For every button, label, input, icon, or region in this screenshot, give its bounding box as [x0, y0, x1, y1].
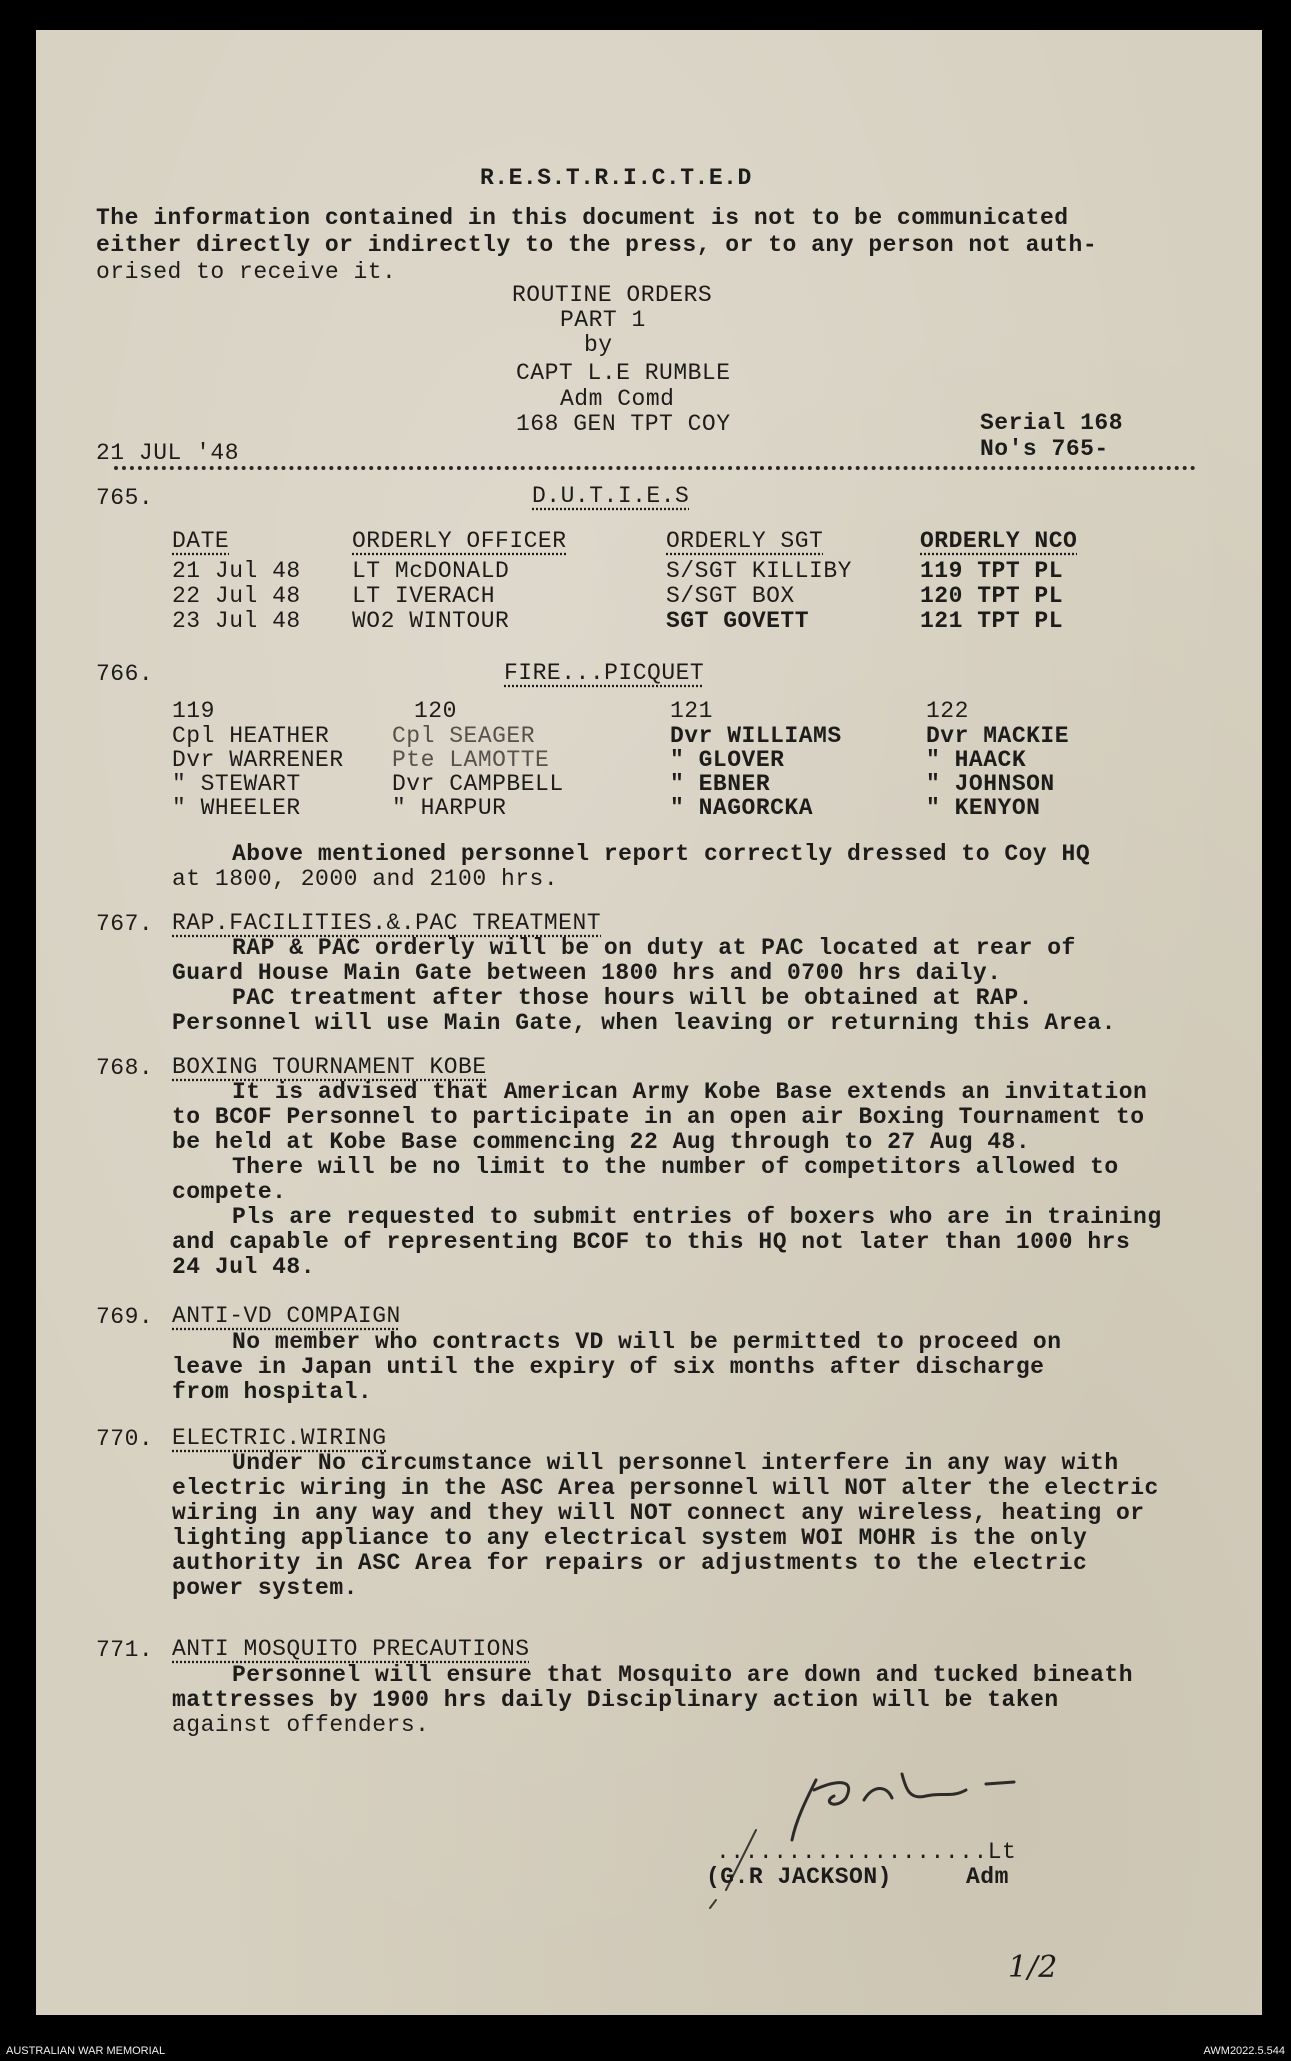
restricted-heading: R.E.S.T.R.I.C.T.E.D: [480, 165, 752, 191]
wiring-line-5: authority in ASC Area for repairs or adjustments to the electric: [172, 1550, 1088, 1576]
duty-row-2-sgt: S/SGT BOX: [666, 583, 795, 609]
notice-line-3: orised to receive it.: [96, 259, 397, 285]
duty-row-1-date: 21 Jul 48: [172, 558, 301, 584]
item-765-heading: D.U.T.I.E.S: [532, 483, 690, 509]
mosquito-line-1: Personnel will ensure that Mosquito are down and tucked bineath: [232, 1662, 1134, 1688]
notice-line-1: The information contained in this document is not to be communicated: [96, 205, 1069, 231]
picquet-121-1: Dvr WILLIAMS: [670, 723, 842, 749]
picquet-note-1: Above mentioned personnel report correctly dressed to Coy HQ: [232, 841, 1091, 867]
mosquito-line-2: mattresses by 1900 hrs daily Disciplinary action will be taken: [172, 1687, 1059, 1713]
item-765-number: 765.: [96, 485, 154, 511]
boxing-line-4: There will be no limit to the number of competitors allowed to: [232, 1154, 1119, 1180]
picquet-120-3: Dvr CAMPBELL: [392, 771, 564, 797]
boxing-line-2: to BCOF Personnel to participate in an open air Boxing Tournament to: [172, 1104, 1145, 1130]
picquet-122-4: " KENYON: [926, 795, 1041, 821]
vd-line-1: No member who contracts VD will be permitted to proceed on: [232, 1329, 1062, 1355]
order-date: 21 JUL '48: [96, 440, 240, 466]
picquet-119-2: Dvr WARRENER: [172, 747, 344, 773]
item-768-number: 768.: [96, 1055, 154, 1081]
signatory-name: (G.R JACKSON): [706, 1864, 892, 1890]
picquet-119-3: " STEWART: [172, 771, 301, 797]
signatory-role: Adm: [966, 1864, 1009, 1890]
item-769-heading: ANTI-VD COMPAIGN: [172, 1303, 401, 1329]
item-767-number: 767.: [96, 911, 154, 937]
picquet-unit-121: 121: [670, 698, 713, 724]
picquet-122-1: Dvr MACKIE: [926, 723, 1070, 749]
item-770-heading: ELECTRIC.WIRING: [172, 1425, 387, 1451]
title-adm-comd: Adm Comd: [560, 386, 675, 412]
archive-footer: [0, 2041, 1291, 2061]
title-routine-orders: ROUTINE ORDERS: [512, 282, 713, 308]
header-divider: [114, 466, 1196, 470]
duties-col-nco: ORDERLY NCO: [920, 528, 1078, 554]
rap-line-4: Personnel will use Main Gate, when leaving or returning this Area.: [172, 1010, 1116, 1036]
picquet-unit-119: 119: [172, 698, 215, 724]
duties-col-sgt: ORDERLY SGT: [666, 528, 824, 554]
notice-line-2: either directly or indirectly to the press, or to any person not auth-: [96, 232, 1098, 258]
duty-row-1-nco: 119 TPT PL: [920, 558, 1064, 584]
item-766-heading: FIRE...PICQUET: [504, 660, 705, 686]
item-770-number: 770.: [96, 1426, 154, 1452]
picquet-120-4: " HARPUR: [392, 795, 507, 821]
picquet-119-4: " WHEELER: [172, 795, 301, 821]
picquet-119-1: Cpl HEATHER: [172, 723, 330, 749]
picquet-120-1: Cpl SEAGER: [392, 723, 536, 749]
title-part: PART 1: [560, 307, 646, 333]
rap-line-3: PAC treatment after those hours will be obtained at RAP.: [232, 985, 1033, 1011]
boxing-line-8: 24 Jul 48.: [172, 1254, 316, 1280]
duty-row-3-date: 23 Jul 48: [172, 608, 301, 634]
boxing-line-1: It is advised that American Army Kobe Base extends an invitation: [232, 1079, 1148, 1105]
wiring-line-4: lighting appliance to any electrical system WOI MOHR is the only: [172, 1525, 1088, 1551]
vd-line-2: leave in Japan until the expiry of six months after discharge: [172, 1354, 1045, 1380]
picquet-121-4: " NAGORCKA: [670, 795, 814, 821]
signature-dots: ...................Lt: [716, 1839, 1017, 1865]
serial-number: Serial 168: [980, 410, 1124, 436]
boxing-line-7: and capable of representing BCOF to this HQ not later than 1000 hrs: [172, 1229, 1131, 1255]
picquet-121-2: " GLOVER: [670, 747, 785, 773]
order-numbers: No's 765-: [980, 436, 1109, 462]
title-company: 168 GEN TPT COY: [516, 411, 731, 437]
item-771-number: 771.: [96, 1637, 154, 1663]
picquet-unit-120: 120: [414, 698, 457, 724]
duty-row-2-officer: LT IVERACH: [352, 583, 496, 609]
title-captain: CAPT L.E RUMBLE: [516, 360, 731, 386]
footer-reference: AWM2022.5.544: [1203, 2045, 1285, 2057]
duty-row-1-sgt: S/SGT KILLIBY: [666, 558, 852, 584]
picquet-122-3: " JOHNSON: [926, 771, 1055, 797]
picquet-121-3: " EBNER: [670, 771, 771, 797]
item-766-number: 766.: [96, 661, 154, 687]
vd-line-3: from hospital.: [172, 1379, 373, 1405]
duty-row-3-sgt: SGT GOVETT: [666, 608, 810, 634]
item-768-heading: BOXING TOURNAMENT KOBE: [172, 1054, 487, 1080]
title-by: by: [584, 332, 613, 358]
item-769-number: 769.: [96, 1304, 154, 1330]
duty-row-1-officer: LT McDONALD: [352, 558, 510, 584]
item-767-heading: RAP.FACILITIES.&.PAC TREATMENT: [172, 910, 602, 936]
duty-row-2-date: 22 Jul 48: [172, 583, 301, 609]
picquet-120-2: Pte LAMOTTE: [392, 747, 550, 773]
rap-line-1: RAP & PAC orderly will be on duty at PAC located at rear of: [232, 935, 1076, 961]
wiring-line-1: Under No circumstance will personnel interfere in any way with: [232, 1450, 1119, 1476]
duty-row-3-nco: 121 TPT PL: [920, 608, 1064, 634]
wiring-line-2: electric wiring in the ASC Area personnel will NOT alter the electric: [172, 1475, 1159, 1501]
picquet-122-2: " HAACK: [926, 747, 1027, 773]
document-page: [36, 30, 1262, 2015]
wiring-line-6: power system.: [172, 1575, 358, 1601]
footer-source: AUSTRALIAN WAR MEMORIAL: [6, 2045, 166, 2057]
duties-col-date: DATE: [172, 528, 230, 554]
boxing-line-3: be held at Kobe Base commencing 22 Aug through to 27 Aug 48.: [172, 1129, 1031, 1155]
boxing-line-6: Pls are requested to submit entries of boxers who are in training: [232, 1204, 1162, 1230]
item-771-heading: ANTI MOSQUITO PRECAUTIONS: [172, 1636, 530, 1662]
handwritten-page-note: 1/2: [1008, 1950, 1058, 1985]
picquet-note-2: at 1800, 2000 and 2100 hrs.: [172, 866, 559, 892]
duties-col-officer: ORDERLY OFFICER: [352, 528, 567, 554]
duty-row-2-nco: 120 TPT PL: [920, 583, 1064, 609]
mosquito-line-3: against offenders.: [172, 1712, 430, 1738]
picquet-unit-122: 122: [926, 698, 969, 724]
duty-row-3-officer: WO2 WINTOUR: [352, 608, 510, 634]
rap-line-2: Guard House Main Gate between 1800 hrs and 0700 hrs daily.: [172, 960, 1002, 986]
wiring-line-3: wiring in any way and they will NOT connect any wireless, heating or: [172, 1500, 1145, 1526]
boxing-line-5: compete.: [172, 1179, 287, 1205]
